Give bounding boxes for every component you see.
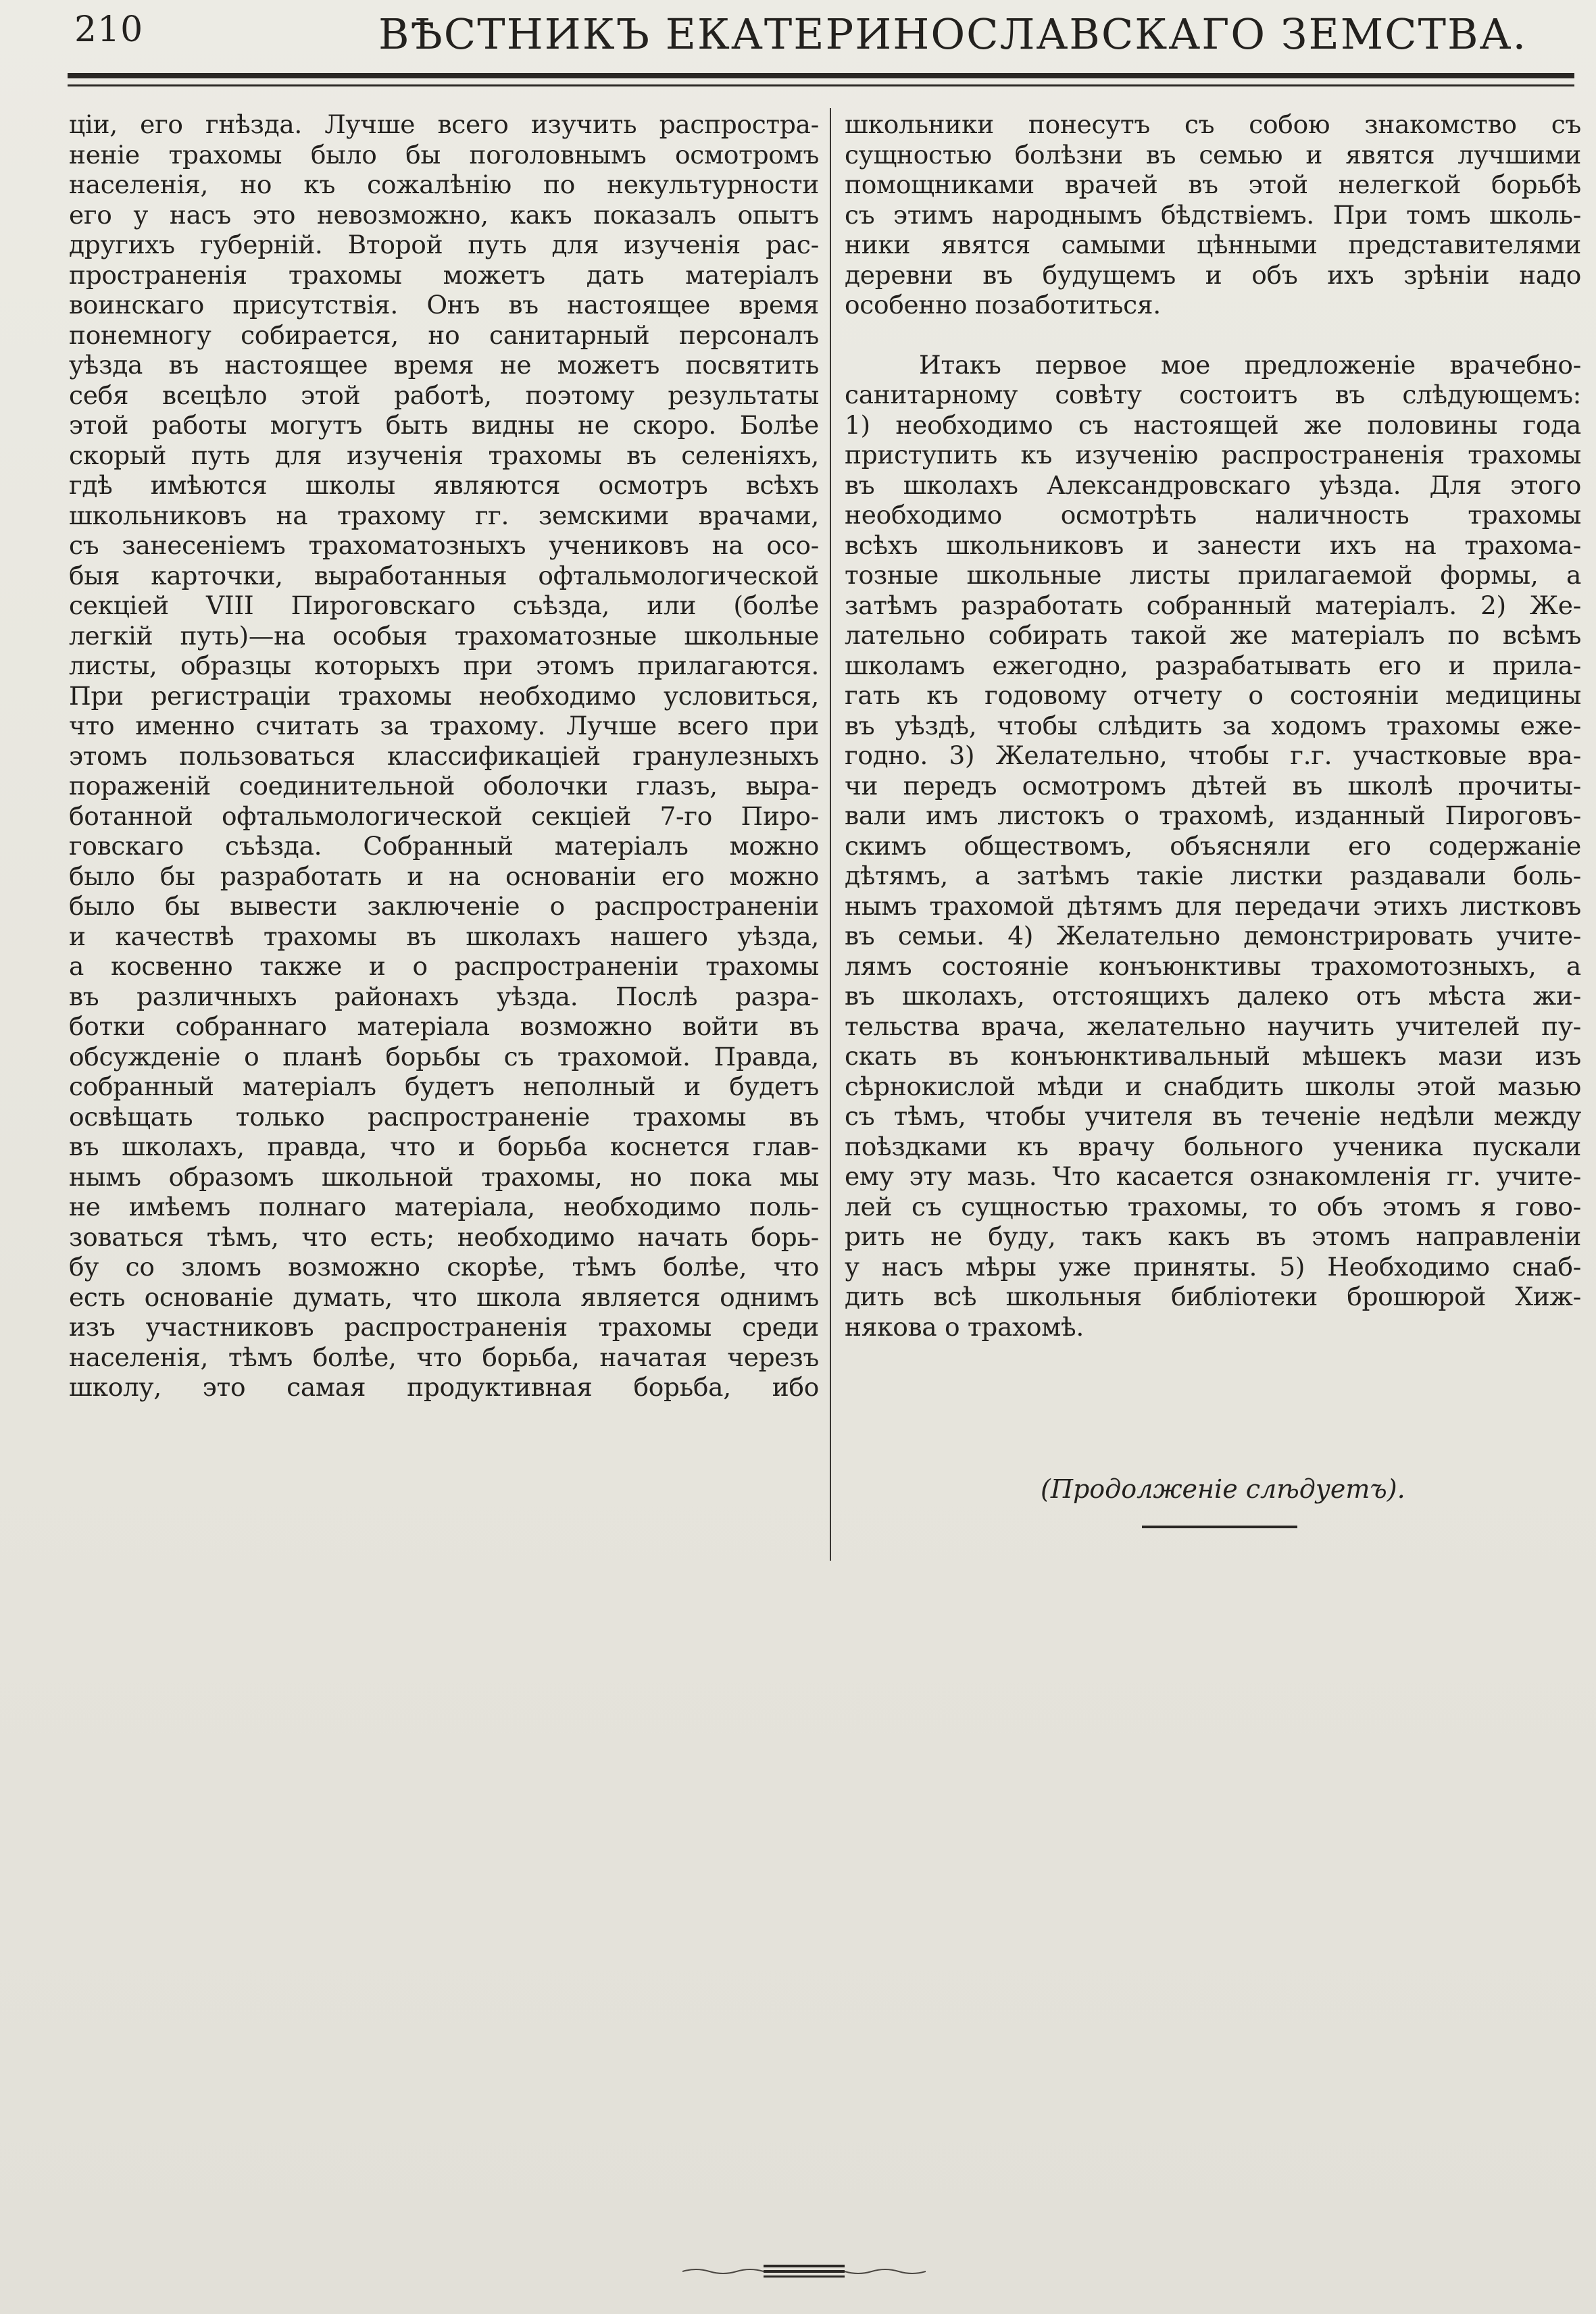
text-line: листы, образцы которыхъ при этомъ прилагаются. [69, 651, 819, 680]
text-line: гдѣ имѣются школы являются осмотръ всѣхъ [69, 470, 819, 500]
text-line: скорый путь для изученія трахомы въ селеніяхъ, [69, 440, 819, 470]
text-line: ботки собраннаго матеріала возможно войти въ [69, 1011, 819, 1041]
text-line: изъ участниковъ распространенія трахомы среди [69, 1312, 819, 1342]
text-line: школьники понесутъ съ собою знакомство съ [845, 109, 1581, 139]
text-line: ціи, его гнѣзда. Лучше всего изучить распростра- [69, 109, 819, 139]
text-line: тозные школьные листы прилагаемой формы, а [845, 560, 1581, 590]
text-line: населенія, но къ сожалѣнію по некультурности [69, 170, 819, 199]
text-line: дить всѣ школьныя библіотеки брошюрой Хиж- [845, 1282, 1581, 1311]
text-line: пораженій соединительной оболочки глазъ, выра- [69, 771, 819, 801]
text-line: сѣрнокислой мѣди и снабдить школы этой мазью [845, 1071, 1581, 1101]
text-line: лательно собирать такой же матеріалъ по всѣмъ [845, 620, 1581, 650]
text-line: гать къ годовому отчету о состояніи медицины [845, 680, 1581, 710]
text-line: бу со зломъ возможно скорѣе, тѣмъ болѣе, что [69, 1252, 819, 1282]
text-line: Итакъ первое мое предложеніе врачебно- [919, 349, 1581, 380]
right-paragraph-2 [845, 350, 1581, 1342]
text-line: и качествѣ трахомы въ школахъ нашего уѣзда, [69, 921, 819, 951]
text-line: обсужденіе о планѣ борьбы съ трахомой. Правда, [69, 1041, 819, 1072]
text-line: вали имъ листокъ о трахомѣ, изданный Пироговъ- [845, 801, 1581, 830]
text-line: въ различныхъ районахъ уѣзда. Послѣ разра- [69, 981, 819, 1011]
text-line: быя карточки, выработанныя офтальмологической [69, 560, 819, 590]
text-line: неніе трахомы было бы поголовнымъ осмотромъ [69, 139, 819, 170]
text-line: помощниками врачей въ этой нелегкой борьбѣ [845, 170, 1581, 199]
text-line: воинскаго присутствія. Онъ въ настоящее время [69, 290, 819, 320]
ornament-divider-icon [682, 2250, 926, 2290]
text-line: пространенія трахомы можетъ дать матеріалъ [69, 259, 819, 290]
text-line: въ школахъ, отстоящихъ далеко отъ мѣста жи- [845, 981, 1581, 1011]
text-line: нымъ образомъ школьной трахомы, но пока мы [69, 1161, 819, 1192]
header-rule-thin [68, 84, 1574, 86]
text-line: другихъ губерній. Второй путь для изученія рас- [69, 230, 819, 259]
text-line: говскаго съѣзда. Собранный матеріалъ можно [69, 831, 819, 861]
text-line: школьниковъ на трахому гг. земскими врачами, [69, 500, 819, 530]
text-line: нымъ трахомой дѣтямъ для передачи этихъ листковъ [845, 890, 1581, 921]
text-line: было бы разработать и на основаніи его можно [69, 861, 819, 891]
text-line: 1) необходимо съ настоящей же половины года [845, 409, 1581, 440]
text-line: При регистраціи трахомы необходимо условиться, [69, 680, 819, 711]
text-line: особенно позаботиться. [845, 290, 1161, 320]
text-line: скать въ конъюнктивальный мѣшекъ мази изъ [845, 1041, 1581, 1071]
text-line: деревни въ будущемъ и объ ихъ зрѣніи надо [845, 259, 1581, 290]
text-line: въ школахъ, правда, что и борьба коснется глав- [69, 1132, 819, 1161]
text-line: всѣхъ школьниковъ и занести ихъ на трахома- [845, 530, 1581, 560]
text-line: затѣмъ разработать собранный матеріалъ. 2) Же- [845, 590, 1581, 620]
text-line: было бы вывести заключеніе о распространеніи [69, 891, 819, 921]
text-line: освѣщать только распространеніе трахомы въ [69, 1101, 819, 1132]
continued-note: (Продолженіе слѣдуетъ). [1041, 1474, 1405, 1504]
text-line: ему эту мазь. Что касается ознакомленія гг. учите- [845, 1161, 1581, 1191]
text-line: поѣздками къ врачу больного ученика пускали [845, 1131, 1581, 1161]
text-line: что именно считать за трахому. Лучше всего при [69, 711, 819, 740]
text-line: съ занесеніемъ трахоматозныхъ учениковъ на осо- [69, 530, 819, 560]
text-line: скимъ обществомъ, объясняли его содержаніе [845, 830, 1581, 861]
text-line: санитарному совѣту состоитъ въ слѣдующемъ: [845, 380, 1581, 409]
text-line: въ уѣздѣ, чтобы слѣдить за ходомъ трахомы еже- [845, 710, 1581, 740]
end-rule [1142, 1526, 1297, 1528]
text-line: въ школахъ Александровскаго уѣзда. Для этого [845, 470, 1581, 500]
text-line: съ этимъ народнымъ бѣдствіемъ. При томъ школь- [845, 199, 1581, 230]
text-line: сущностью болѣзни въ семью и явятся лучшими [845, 139, 1581, 170]
text-line: съ тѣмъ, чтобы учителя въ теченіе недѣли между [845, 1101, 1581, 1131]
text-line: собранный матеріалъ будетъ неполный и будетъ [69, 1072, 819, 1101]
column-divider [830, 108, 831, 1561]
text-line: секціей VIII Пироговскаго съѣзда, или (болѣе [69, 590, 819, 620]
text-line: школамъ ежегодно, разрабатывать его и прила- [845, 650, 1581, 680]
text-line: этой работы могутъ быть видны не скоро. Болѣе [69, 410, 819, 440]
header-rule-thick [68, 73, 1574, 78]
text-line: ники явятся самыми цѣнными представителями [845, 230, 1581, 259]
text-line: зоваться тѣмъ, что есть; необходимо начать борь- [69, 1222, 819, 1252]
text-line: уѣзда въ настоящее время не можетъ посвятить [69, 350, 819, 380]
left-column [69, 109, 819, 1403]
text-line: себя всецѣло этой работѣ, поэтому результаты [69, 380, 819, 410]
text-line: понемногу собирается, но санитарный персоналъ [69, 320, 819, 350]
paragraph-gap [845, 320, 1581, 350]
text-line: а косвенно также и о распространеніи трахомы [69, 951, 819, 981]
text-line: въ семьи. 4) Желательно демонстрировать учите- [845, 921, 1581, 951]
text-line: приступить къ изученію распространенія трахомы [845, 440, 1581, 470]
right-column [845, 109, 1581, 1342]
text-line: чи передъ осмотромъ дѣтей въ школѣ прочиты- [845, 770, 1581, 801]
text-line: у насъ мѣры уже приняты. 5) Необходимо снаб- [845, 1251, 1581, 1282]
text-line: школу, это самая продуктивная борьба, ибо [69, 1372, 819, 1402]
text-line: есть основаніе думать, что школа является однимъ [69, 1282, 819, 1312]
text-line: необходимо осмотрѣть наличность трахомы [845, 500, 1581, 530]
right-paragraph-1 [845, 109, 1581, 320]
running-title: ВѢСТНИКЪ ЕКАТЕРИНОСЛАВСКАГО ЗЕМСТВА. [378, 9, 1528, 59]
text-line: ботанной офтальмологической секціей 7-го Пиро- [69, 801, 819, 831]
text-line: рить не буду, такъ какъ въ этомъ направленіи [845, 1222, 1581, 1251]
text-line: лей съ сущностью трахомы, то объ этомъ я гово- [845, 1191, 1581, 1222]
text-line: тельства врача, желательно научить учителей пу- [845, 1011, 1581, 1041]
text-line: лямъ состояніе конъюнктивы трахомотозныхъ, а [845, 951, 1581, 981]
text-line: годно. 3) Желательно, чтобы г.г. участковые вра- [845, 740, 1581, 770]
text-line: не имѣемъ полнаго матеріала, необходимо поль- [69, 1192, 819, 1222]
text-line: его у насъ это невозможно, какъ показалъ опытъ [69, 199, 819, 230]
text-line: этомъ пользоваться классификаціей гранулезныхъ [69, 740, 819, 771]
text-line: населенія, тѣмъ болѣе, что борьба, начатая черезъ [69, 1342, 819, 1372]
text-line: някова о трахомѣ. [845, 1311, 1084, 1342]
page-number: 210 [74, 9, 144, 50]
text-line: легкій путь)—на особыя трахоматозные школьные [69, 620, 819, 651]
text-line: дѣтямъ, а затѣмъ такіе листки раздавали боль- [845, 861, 1581, 890]
